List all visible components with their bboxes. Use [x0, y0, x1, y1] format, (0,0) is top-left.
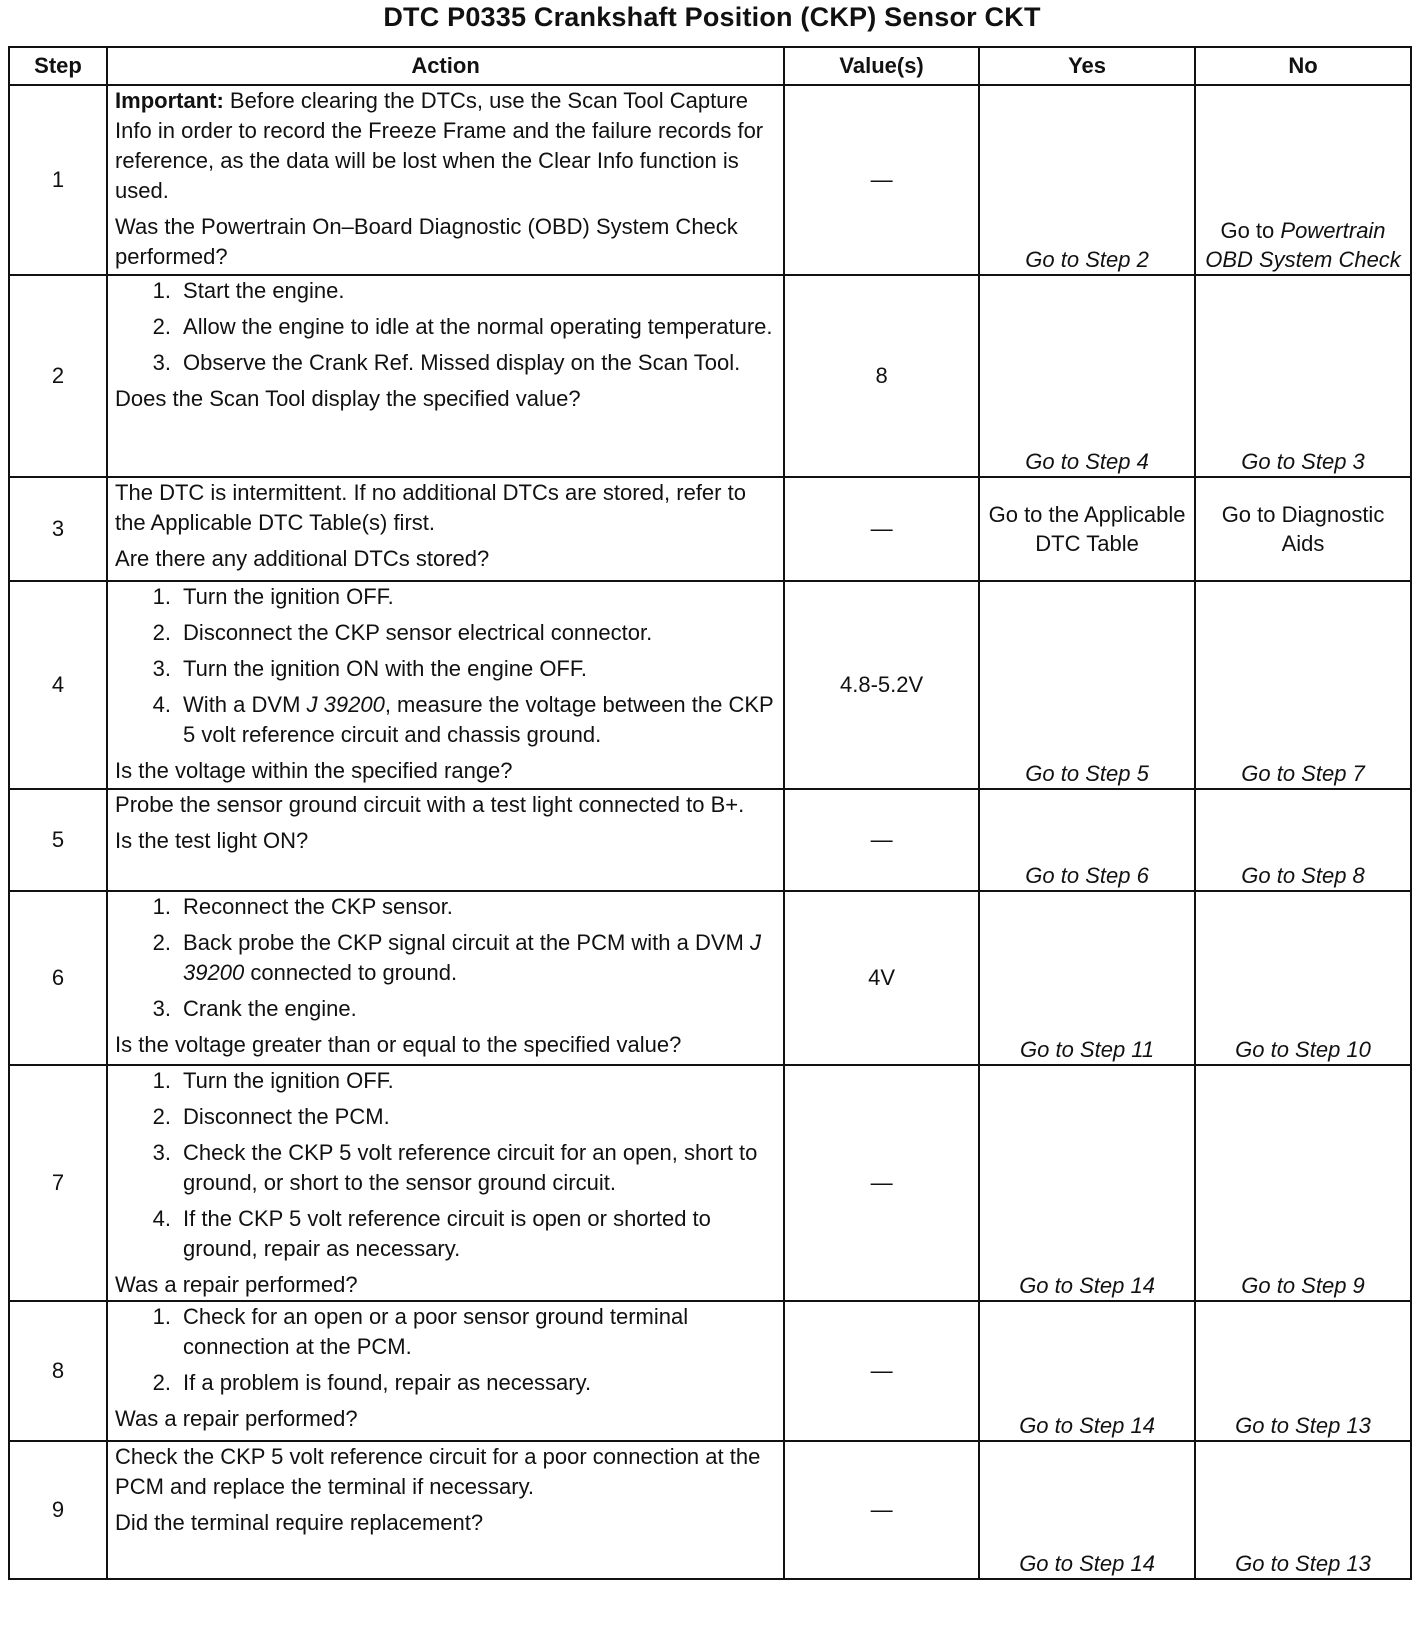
no-link[interactable]: Go to Step 3: [1241, 449, 1365, 474]
table-row: [9, 1065, 1411, 1301]
question-text: Was the Powertrain On–Board Diagnostic (OBD) System Check performed?: [115, 214, 738, 269]
no-cell: [1195, 477, 1411, 581]
table-row: [9, 891, 1411, 1065]
question-text: Was a repair performed?: [115, 1406, 358, 1431]
yes-cell: [979, 1441, 1195, 1579]
no-prefix: Go to: [1220, 218, 1281, 243]
action-cell: [107, 1441, 784, 1579]
value-cell: —: [784, 85, 979, 275]
table-row: [9, 477, 1411, 581]
step-number: 8: [9, 1301, 107, 1441]
yes-cell: [979, 477, 1195, 581]
action-text: Check the CKP 5 volt reference circuit for a poor connection at the PCM and replace the terminal if necessary.: [115, 1444, 761, 1499]
value-cell: —: [784, 1301, 979, 1441]
instruction-item: 1. Check for an open or a poor sensor ground terminal connection at the PCM.: [177, 1302, 776, 1362]
instruction-item: [177, 690, 776, 750]
instruction-item: 3. Check the CKP 5 volt reference circuit for an open, short to ground, or short to the sensor ground circuit.: [177, 1138, 776, 1198]
action-cell: [107, 581, 784, 789]
instruction-item: 1. Start the engine.: [177, 276, 776, 306]
step-number: 5: [9, 789, 107, 891]
step-number: 3: [9, 477, 107, 581]
no-cell: [1195, 581, 1411, 789]
table-row: [9, 1441, 1411, 1579]
action-cell: [107, 85, 784, 275]
yes-cell: [979, 789, 1195, 891]
yes-link[interactable]: Go to Step 5: [1025, 761, 1149, 786]
instruction-list: [115, 1302, 776, 1398]
yes-cell: [979, 1065, 1195, 1301]
instruction-item: 1. Reconnect the CKP sensor.: [177, 892, 776, 922]
dtc-table: [8, 46, 1412, 1580]
tool-number: J 39200: [306, 692, 385, 717]
yes-cell: [979, 1301, 1195, 1441]
value-cell: 4V: [784, 891, 979, 1065]
value-cell: 8: [784, 275, 979, 477]
instruction-item: 3. Observe the Crank Ref. Missed display on the Scan Tool.: [177, 348, 776, 378]
yes-link[interactable]: Go to Step 11: [1020, 1037, 1155, 1062]
yes-cell: [979, 85, 1195, 275]
value-cell: —: [784, 789, 979, 891]
action-cell: [107, 477, 784, 581]
instruction-list: [115, 1066, 776, 1264]
yes-link[interactable]: Go to Step 2: [1025, 247, 1149, 272]
instruction-list: [115, 892, 776, 1024]
instruction-item: 2. Disconnect the PCM.: [177, 1102, 776, 1132]
instruction-item: 3. Crank the engine.: [177, 994, 776, 1024]
value-cell: —: [784, 1065, 979, 1301]
question-text: Does the Scan Tool display the specified value?: [115, 386, 581, 411]
instruction-item: 2. Disconnect the CKP sensor electrical connector.: [177, 618, 776, 648]
important-label: Important:: [115, 88, 224, 113]
value-cell: —: [784, 477, 979, 581]
question-text: Was a repair performed?: [115, 1272, 358, 1297]
instruction-item: 1. Turn the ignition OFF.: [177, 582, 776, 612]
tool-number: J 39200: [183, 930, 761, 985]
no-link[interactable]: Go to Step 9: [1241, 1273, 1365, 1298]
question-text: Is the voltage within the specified range?: [115, 758, 513, 783]
no-cell: [1195, 275, 1411, 477]
question-text: Did the terminal require replacement?: [115, 1510, 484, 1535]
instruction-item: [177, 928, 776, 988]
value-cell: 4.8-5.2V: [784, 581, 979, 789]
yes-link[interactable]: Go to Step 6: [1025, 863, 1149, 888]
question-text: Is the test light ON?: [115, 828, 309, 853]
no-link[interactable]: Go to Diagnostic Aids: [1221, 502, 1385, 556]
no-cell: [1195, 891, 1411, 1065]
yes-link[interactable]: Go to Step 4: [1025, 449, 1149, 474]
action-cell: [107, 1301, 784, 1441]
step-number: 9: [9, 1441, 107, 1579]
table-row: [9, 275, 1411, 477]
instruction-text: With a DVM: [183, 692, 307, 717]
table-row: [9, 85, 1411, 275]
yes-link[interactable]: Go to Step 14: [1019, 1413, 1155, 1438]
no-link[interactable]: Go to Step 7: [1241, 761, 1365, 786]
no-cell: [1195, 1301, 1411, 1441]
header-step: Step: [9, 47, 107, 85]
no-link[interactable]: Powertrain OBD System Check: [1205, 218, 1401, 272]
header-values: Value(s): [784, 47, 979, 85]
no-link[interactable]: Go to Step 10: [1235, 1037, 1371, 1062]
no-link[interactable]: Go to Step 13: [1235, 1551, 1371, 1576]
header-yes: Yes: [979, 47, 1195, 85]
table-row: [9, 581, 1411, 789]
instruction-text: , measure the voltage between the CKP 5 volt reference circuit and chassis ground.: [183, 692, 774, 747]
instruction-item: 2. Allow the engine to idle at the normal operating temperature.: [177, 312, 776, 342]
no-cell: [1195, 1065, 1411, 1301]
no-cell: [1195, 1441, 1411, 1579]
instruction-item: 2. If a problem is found, repair as necessary.: [177, 1368, 776, 1398]
step-number: 2: [9, 275, 107, 477]
header-no: No: [1195, 47, 1411, 85]
instruction-item: 3. Turn the ignition ON with the engine OFF.: [177, 654, 776, 684]
step-number: 6: [9, 891, 107, 1065]
instruction-text: Back probe the CKP signal circuit at the PCM with a DVM: [183, 930, 750, 955]
value-cell: —: [784, 1441, 979, 1579]
header-action: Action: [107, 47, 784, 85]
action-cell: [107, 275, 784, 477]
no-link[interactable]: Go to Step 8: [1241, 863, 1365, 888]
no-cell: [1195, 85, 1411, 275]
action-cell: [107, 789, 784, 891]
step-number: 1: [9, 85, 107, 275]
table-header-row: [9, 47, 1411, 85]
yes-cell: [979, 891, 1195, 1065]
question-text: Is the voltage greater than or equal to the specified value?: [115, 1032, 682, 1057]
no-link[interactable]: Go to Step 13: [1235, 1413, 1371, 1438]
action-text: Probe the sensor ground circuit with a test light connected to B+.: [115, 792, 745, 817]
question-text: Are there any additional DTCs stored?: [115, 546, 490, 571]
page-title: DTC P0335 Crankshaft Position (CKP) Sensor CKT: [383, 2, 1041, 32]
instruction-list: [115, 276, 776, 378]
yes-link[interactable]: Go to Step 14: [1019, 1273, 1155, 1298]
instruction-item: 4. If the CKP 5 volt reference circuit is open or shorted to ground, repair as necessary.: [177, 1204, 776, 1264]
step-number: 4: [9, 581, 107, 789]
step-number: 7: [9, 1065, 107, 1301]
instruction-list: [115, 582, 776, 750]
action-cell: [107, 891, 784, 1065]
action-cell: [107, 1065, 784, 1301]
yes-link[interactable]: Go to the Applicable DTC Table: [988, 502, 1186, 556]
no-cell: [1195, 789, 1411, 891]
table-row: [9, 1301, 1411, 1441]
yes-cell: [979, 581, 1195, 789]
important-text: Before clearing the DTCs, use the Scan Tool Capture Info in order to record the Freeze Frame and the failure records for reference, as the data will be lost when the Clear Info function is used.: [115, 88, 764, 203]
action-text: The DTC is intermittent. If no additional DTCs are stored, refer to the Applicable DTC Table(s) first.: [115, 480, 746, 535]
yes-cell: [979, 275, 1195, 477]
instruction-item: 1. Turn the ignition OFF.: [177, 1066, 776, 1096]
important-note: [115, 86, 776, 206]
yes-link[interactable]: Go to Step 14: [1019, 1551, 1155, 1576]
instruction-text: connected to ground.: [244, 960, 458, 985]
table-row: [9, 789, 1411, 891]
